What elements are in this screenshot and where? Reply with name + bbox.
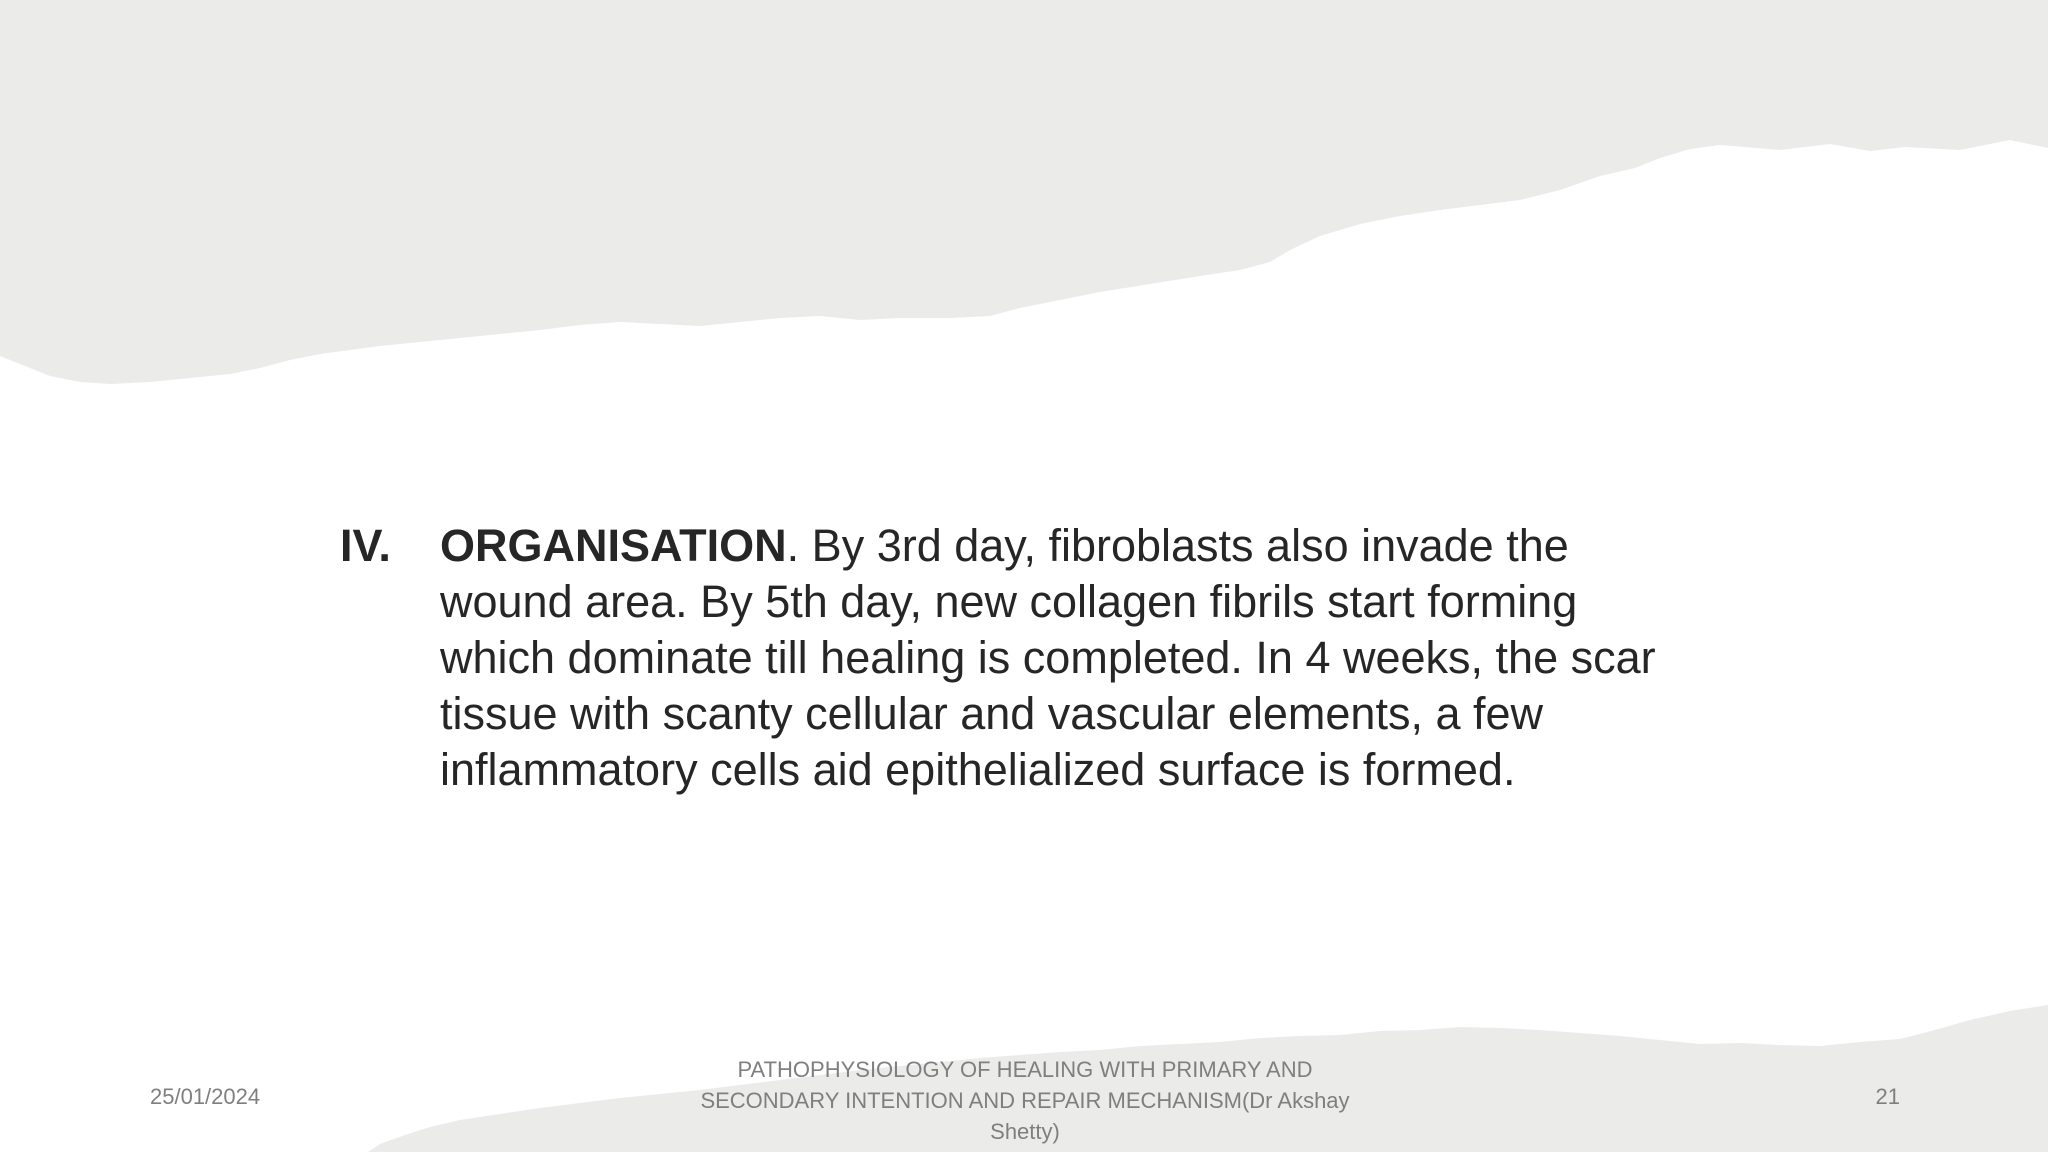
slide-number: 21 (1875, 1084, 1900, 1109)
footer-title: PATHOPHYSIOLOGY OF HEALING WITH PRIMARY AND SECONDARY INTENTION AND REPAIR MECHANISM(Dr Akshay Shetty) (700, 1057, 1350, 1144)
footer-date: 25/01/2024 (150, 1084, 261, 1109)
organisation-paragraph (440, 518, 1700, 798)
slide-content (340, 518, 1700, 798)
roman-numeral-marker: IV. (340, 520, 391, 571)
top-torn-paper (0, 0, 2048, 384)
organisation-term: ORGANISATION (440, 520, 787, 571)
organisation-description: . By 3rd day, fibroblasts also invade the wound area. By 5th day, new collagen fibrils start forming which dominate till healing is completed. In 4 weeks, the scar tissue with scanty cellular and vascular elements, a few inflammatory cells aid epithelialized surface is formed. (440, 520, 1656, 795)
organisation-point (340, 518, 1700, 798)
